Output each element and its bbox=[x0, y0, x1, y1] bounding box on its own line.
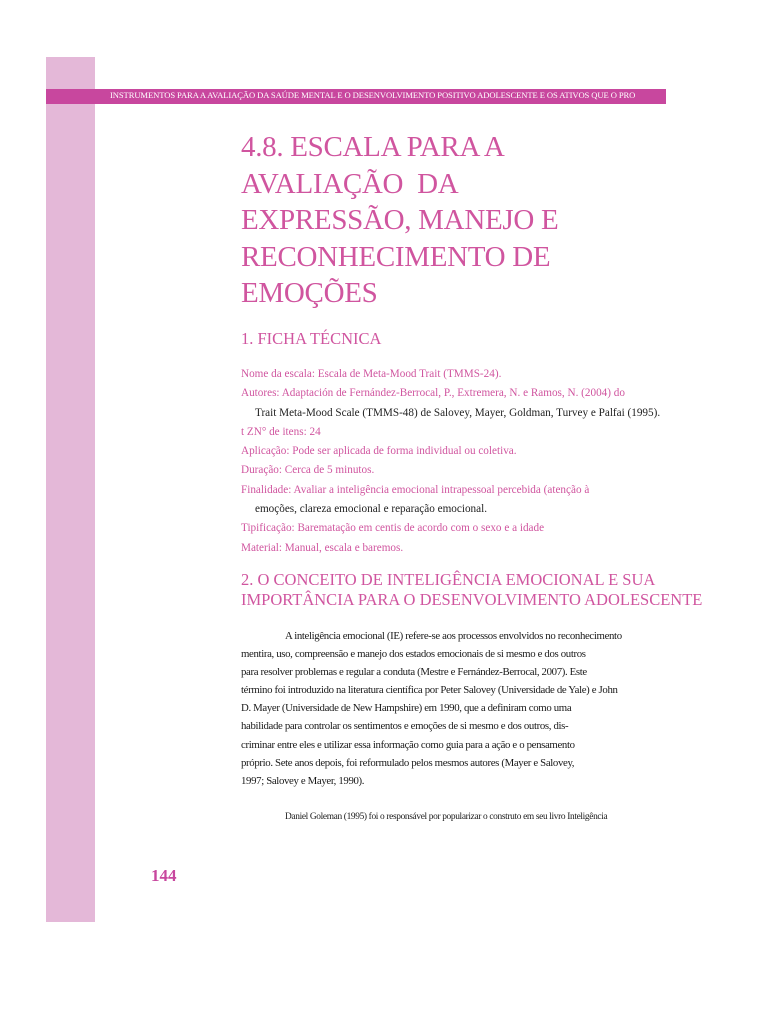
section-heading-line: 2. O CONCEITO DE INTELIGÊNCIA EMOCIONAL E SUA bbox=[241, 570, 656, 589]
paragraph-line: mentira, uso, compreensão e manejo dos estados emocionais de si mesmo e dos outros bbox=[241, 648, 586, 661]
ficha-row-finalidade: Finalidade: Avaliar a inteligência emocional intrapessoal percebida (atenção à bbox=[241, 483, 590, 496]
chapter-title-line: 4.8. ESCALA PARA A bbox=[241, 131, 505, 163]
section-heading-line: IMPORTÂNCIA PARA O DESENVOLVIMENTO ADOLESCENTE bbox=[241, 589, 703, 609]
section-heading-ficha-tecnica: 1. FICHA TÉCNICA bbox=[241, 329, 382, 348]
paragraph-line: término foi introduzido na literatura científica por Peter Salovey (Universidade de Yale) e John bbox=[241, 684, 618, 697]
paragraph-line: habilidade para controlar os sentimentos e emoções de si mesmo e dos outros, dis- bbox=[241, 720, 569, 733]
ficha-row-aplicacao: Aplicação: Pode ser aplicada de forma individual ou coletiva. bbox=[241, 445, 517, 458]
paragraph-line: D. Mayer (Universidade de New Hampshire) em 1990, que a definiram como uma bbox=[241, 702, 572, 715]
ficha-row-duracao: Duração: Cerca de 5 minutos. bbox=[241, 464, 375, 477]
chapter-title-line: AVALIAÇÃO DA bbox=[241, 167, 459, 200]
technical-sheet bbox=[241, 365, 661, 558]
ficha-row-tipificacao: Tipificação: Barematação em centis de acordo com o sexo e a idade bbox=[241, 522, 545, 535]
page-number: 144 bbox=[151, 866, 177, 885]
paragraph-line: A inteligência emocional (IE) refere-se aos processos envolvidos no reconhecimento bbox=[285, 630, 622, 642]
paragraph-line: para resolver problemas e regular a conduta (Mestre e Fernández-Berrocal, 2007). Este bbox=[241, 666, 587, 679]
chapter-title-line: EMOÇÕES bbox=[241, 277, 378, 309]
ficha-row-nome: Nome da escala: Escala de Meta-Mood Trait (TMMS-24). bbox=[241, 368, 502, 380]
ficha-row-finalidade-cont: emoções, clareza emocional e reparação emocional. bbox=[255, 503, 488, 516]
paragraph-line: criminar entre eles e utilizar essa informação como guia para a ação e o pensamento bbox=[241, 738, 575, 751]
chapter-title bbox=[241, 129, 661, 312]
running-header-title: INSTRUMENTOS PARA A AVALIAÇÃO DA SAÚDE MENTAL E O DESENVOLVIMENTO POSITIVO ADOLESCENTE E OS ATIVOS QUE O PRO bbox=[110, 90, 636, 100]
paragraph-line: Daniel Goleman (1995) foi o responsável por popularizar o construto em seu livro Inteligência bbox=[285, 811, 608, 822]
running-header bbox=[46, 89, 666, 104]
ficha-row-material: Material: Manual, escala e baremos. bbox=[241, 541, 404, 554]
paragraph-line: 1997; Salovey e Mayer, 1990). bbox=[241, 774, 365, 787]
chapter-title-line: RECONHECIMENTO DE bbox=[241, 240, 551, 273]
ficha-row-autores-cont: Trait Meta-Mood Scale (TMMS-48) de Salovey, Mayer, Goldman, Turvey e Palfai (1995). bbox=[255, 406, 661, 419]
chapter-title-line: EXPRESSÃO, MANEJO E bbox=[241, 204, 559, 236]
paragraph-line: próprio. Sete anos depois, foi reformulado pelos mesmos autores (Mayer e Salovey, bbox=[241, 756, 575, 769]
body-paragraphs bbox=[241, 627, 641, 826]
page-side-band bbox=[46, 57, 95, 922]
ficha-row-itens: t ZN° de itens: 24 bbox=[241, 425, 321, 438]
ficha-row-autores: Autores: Adaptación de Fernández-Berrocal, P., Extremera, N. e Ramos, N. (2004) do bbox=[241, 387, 625, 400]
section-heading-conceito bbox=[241, 570, 711, 609]
